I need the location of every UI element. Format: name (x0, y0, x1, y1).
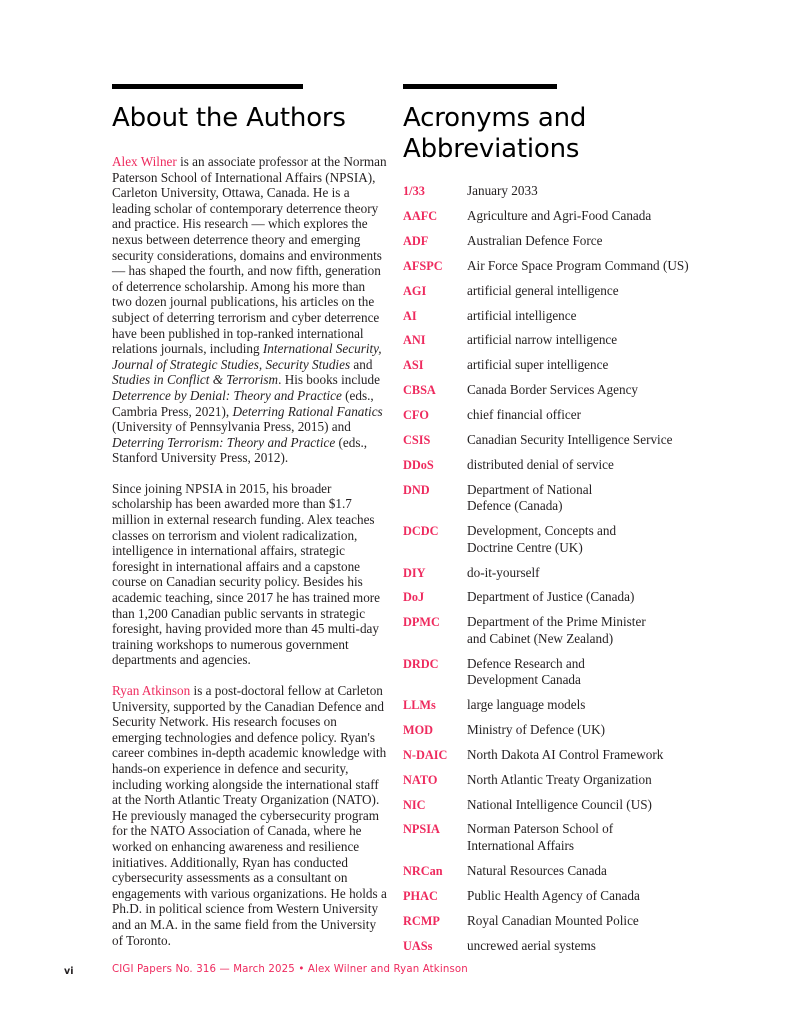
page-footer (64, 964, 744, 980)
acronym-term: AI (403, 308, 417, 323)
acronym-row (403, 656, 703, 689)
acronym-definition-line-2: Doctrine Centre (UK) (467, 539, 583, 555)
paragraph-alex-wilner-bio: Alex Wilner is an associate professor at the Norman Paterson School of International Affairs (NPSIA), Carleton University, Ottawa, Canada. He is a leading scholar of contemporary deterrence theory and practice. His research — which explores the nexus between deterrence theory and emerging security considerations, domains and environments — has shaped the fourth, and now fifth, generation of deterrence scholarship. Among his more than two dozen journal publications, his articles on the subject of deterring terrorism and cyber deterrence have been published in top-ranked international relations journals, including International Security, Journal of Strategic Studies, Security Studies and Studies in Conflict & Terrorism. His books include Deterrence by Denial: Theory and Practice (eds., Cambria Press, 2021), Deterring Rational Fanatics (University of Pennsylvania Press, 2015) and Deterring Terrorism: Theory and Practice (eds., Stanford University Press, 2012). (112, 154, 387, 466)
paragraph-ryan-atkinson-body: is a post-doctoral fellow at Carleton University, supported by the Canadian Defence and Security Network. His research focuses on emerging technologies and defence policy. Ryan's career combines in-depth academic knowledge with hands-on experience in defence and security, including working alongside the international staff at the North Atlantic Treaty Organization (NATO). He previously managed the cybersecurity program for the NATO Association of Canada, where he worked on enhancing awareness and resilience initiatives. Additionally, Ryan has conducted cybersecurity assessments as a consultant on engagements with various organizations. He holds a Ph.D. in political science from Western University and an M.A. in the same field from the University of Toronto. (112, 683, 387, 948)
acronym-list (403, 183, 703, 954)
footer-citation: CIGI Papers No. 316 — March 2025 • Alex Wilner and Ryan Atkinson (112, 964, 468, 975)
acronym-term: NRCan (403, 863, 443, 878)
acronym-row (403, 589, 703, 605)
acronym-definition-line-1: Public Health Agency of Canada (467, 887, 640, 903)
acronym-definition-line-1: Australian Defence Force (467, 232, 603, 248)
book-title-italic-3: Deterring Terrorism: Theory and Practice (112, 434, 336, 450)
acronym-definition (467, 863, 703, 879)
acronym-definition (467, 482, 703, 515)
journal-title-italic-2: Studies in Conflict & Terrorism (112, 372, 279, 388)
acronym-term: DRDC (403, 656, 439, 671)
acronym-row (403, 565, 703, 581)
acronym-term: DDoS (403, 457, 434, 472)
acronym-row (403, 523, 703, 556)
section-rule-left (112, 84, 303, 89)
acronym-term: ASI (403, 358, 424, 373)
acronym-definition (467, 332, 703, 348)
acronym-definition-line-1: chief financial officer (467, 407, 581, 423)
acronym-row (403, 938, 703, 954)
acronym-definition-line-1: Agriculture and Agri-Food Canada (467, 207, 652, 223)
acronym-definition (467, 747, 703, 763)
acronym-definition (467, 357, 703, 373)
acronym-term: DoJ (403, 590, 425, 605)
section-rule-right (403, 84, 557, 89)
acronym-term: CSIS (403, 433, 431, 448)
acronym-row (403, 407, 703, 423)
acronym-row (403, 913, 703, 929)
acronym-row (403, 797, 703, 813)
acronym-term: NATO (403, 772, 438, 787)
acronym-definition-line-2: Defence (Canada) (467, 498, 563, 514)
acronym-definition-line-1: Royal Canadian Mounted Police (467, 912, 639, 928)
acronym-definition-line-1: Department of the Prime Minister (467, 614, 646, 630)
acronym-row (403, 357, 703, 373)
acronym-term: RCMP (403, 913, 440, 928)
acronym-definition-line-1: North Atlantic Treaty Organization (467, 771, 652, 787)
acronym-definition-line-1: distributed denial of service (467, 456, 614, 472)
acronym-row (403, 283, 703, 299)
acronym-definition (467, 183, 703, 199)
acronym-row (403, 233, 703, 249)
acronym-term: LLMs (403, 697, 436, 712)
acronym-term: AFSPC (403, 258, 443, 273)
acronym-row (403, 747, 703, 763)
acronym-term: CFO (403, 408, 429, 423)
acronym-definition (467, 938, 703, 954)
acronym-row (403, 382, 703, 398)
acronym-definition (467, 697, 703, 713)
paragraph-ryan-atkinson-bio (112, 683, 387, 948)
acronym-term: 1/33 (403, 184, 425, 198)
acronym-definition-line-1: uncrewed aerial systems (467, 937, 596, 953)
acronym-row (403, 457, 703, 473)
acronym-definition (467, 589, 703, 605)
paragraph-alex-wilner-body: is an associate professor at the Norman Paterson School of International Affairs (NPSIA), Carleton University, Ottawa, Canada. He is a leading scholar of contemporary deterrence theory and practice. His research — which explores the nexus between deterrence theory and emerging security considerations, domains and environments — has shaped the fourth, and now fifth, generation of deterrence scholarship. Among his more than two dozen journal publications, his articles on the subject of deterring terrorism and cyber deterrence have been published in top-ranked international relations journals, including (112, 154, 387, 357)
paragraph-alex-wilner-funding: Since joining NPSIA in 2015, his broader scholarship has been awarded more than $1.7 million in external research funding. Alex teaches classes on terrorism and violent radicalization, intelligence in international affairs, strategic foresight in international affairs and a capstone course on Canadian security policy. Besides his academic teaching, since 2017 he has trained more than 1,200 Canadian public servants in strategic foresight, having provided more than 45 multi-day training workshops to numerous government departments and agencies. (112, 480, 381, 668)
acronym-definition-line-1: Development, Concepts and (467, 523, 617, 539)
journal-titles-italic: International Security, Journal of Strategic Studies, Security Studies (112, 341, 382, 372)
acronym-term: DPMC (403, 615, 440, 630)
acronym-definition (467, 283, 703, 299)
acronym-definition-line-1: do-it-yourself (467, 564, 540, 580)
acronym-definition (467, 258, 703, 274)
acronym-definition (467, 308, 703, 324)
acronym-definition (467, 208, 703, 224)
acronym-definition-line-2: Development Canada (467, 672, 581, 688)
acronym-definition-line-1: Canadian Security Intelligence Service (467, 432, 673, 448)
book-title-italic-1: Deterrence by Denial: Theory and Practice (112, 387, 342, 403)
acronym-definition-line-1: National Intelligence Council (US) (467, 796, 652, 812)
acronym-term: NIC (403, 797, 426, 812)
acronym-definition (467, 656, 703, 689)
acronym-term: DCDC (403, 524, 439, 539)
acronym-definition-line-1: North Dakota AI Control Framework (467, 746, 664, 762)
acronym-definition (467, 888, 703, 904)
page-number: vi (64, 966, 74, 977)
acronym-definition (467, 565, 703, 581)
acronym-definition-line-1: artificial narrow intelligence (467, 332, 618, 348)
acronym-definition (467, 407, 703, 423)
acronym-row (403, 308, 703, 324)
acronym-row (403, 821, 703, 854)
acronym-definition-line-1: Department of National (467, 481, 593, 497)
acronym-definition-line-2: International Affairs (467, 837, 575, 853)
acronym-definition-line-1: Air Force Space Program Command (US) (467, 257, 689, 273)
acronym-definition (467, 913, 703, 929)
acronym-definition-line-1: Natural Resources Canada (467, 862, 607, 878)
acronym-term: ANI (403, 333, 426, 348)
page-title-acronyms-and-abbreviations (403, 103, 703, 165)
acronym-definition-line-1: Norman Paterson School of (467, 821, 614, 837)
acronym-term: AGI (403, 283, 427, 298)
acronym-definition (467, 797, 703, 813)
heading-line-1: Acronyms and (403, 103, 587, 133)
acronym-row (403, 772, 703, 788)
acronym-term: UASs (403, 938, 433, 953)
acronym-definition (467, 523, 703, 556)
acronym-row (403, 208, 703, 224)
acronym-definition-line-1: Department of Justice (Canada) (467, 589, 635, 605)
heading-line-2: Abbreviations (403, 134, 580, 164)
acronym-row (403, 722, 703, 738)
acronym-row (403, 614, 703, 647)
book-title-italic-2: Deterring Rational Fanatics (232, 403, 383, 419)
acronym-term: DND (403, 482, 430, 497)
acronym-definition-line-1: artificial super intelligence (467, 357, 609, 373)
acronym-definition (467, 457, 703, 473)
acronym-row (403, 432, 703, 448)
acronym-row (403, 482, 703, 515)
about-the-authors-column (112, 84, 387, 948)
acronym-definition (467, 233, 703, 249)
acronym-term: ADF (403, 233, 429, 248)
acronym-row (403, 697, 703, 713)
acronym-row (403, 888, 703, 904)
acronym-term: DIY (403, 565, 426, 580)
acronym-definition-line-1: large language models (467, 696, 586, 712)
acronym-definition-line-2: and Cabinet (New Zealand) (467, 630, 614, 646)
acronym-term: MOD (403, 722, 434, 737)
acronym-definition-line-1: artificial intelligence (467, 307, 577, 323)
acronym-definition-line-1: artificial general intelligence (467, 282, 619, 298)
acronym-definition (467, 772, 703, 788)
acronym-definition (467, 432, 703, 448)
acronym-definition-line-1: Canada Border Services Agency (467, 382, 639, 398)
acronym-term: NPSIA (403, 822, 440, 837)
acronym-definition-line-1: Defence Research and (467, 655, 585, 671)
author-name-ryan-atkinson: Ryan Atkinson (112, 683, 191, 698)
acronym-row (403, 258, 703, 274)
acronym-term: N-DAIC (403, 747, 448, 762)
acronym-row (403, 183, 703, 199)
acronym-definition (467, 722, 703, 738)
acronym-definition-line-1: January 2033 (467, 183, 538, 198)
acronym-definition (467, 614, 703, 647)
acronym-term: CBSA (403, 383, 436, 398)
acronym-definition-line-1: Ministry of Defence (UK) (467, 721, 606, 737)
acronyms-and-abbreviations-column (403, 84, 703, 962)
acronym-row (403, 863, 703, 879)
acronym-definition (467, 821, 703, 854)
page-title-about-the-authors: About the Authors (112, 103, 346, 133)
acronym-definition (467, 382, 703, 398)
author-name-alex-wilner: Alex Wilner (112, 154, 177, 169)
acronym-row (403, 332, 703, 348)
acronym-term: PHAC (403, 888, 438, 903)
acronym-term: AAFC (403, 208, 438, 223)
